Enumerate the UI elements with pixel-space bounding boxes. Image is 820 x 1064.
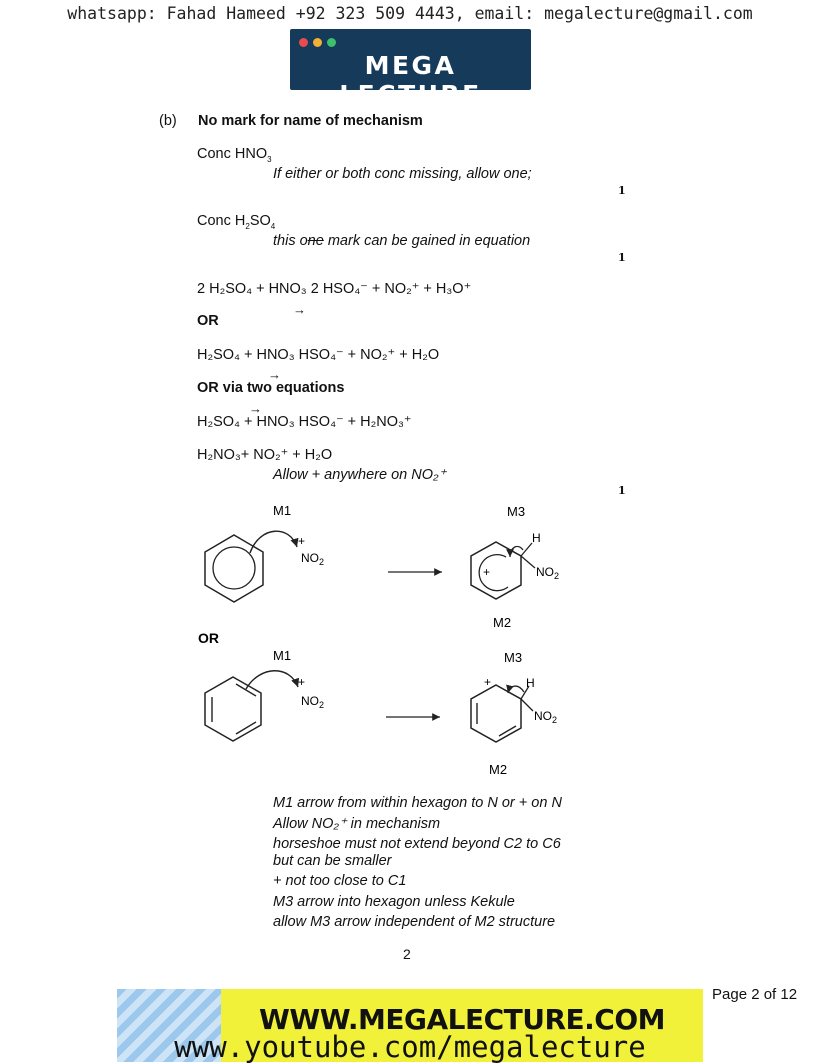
or-diagram-label: OR (198, 630, 219, 646)
arrow-3: → (249, 401, 262, 416)
mechanism-diagram (180, 495, 600, 785)
or-two-equations: OR via two equations (197, 380, 345, 396)
section-heading: No mark for name of mechanism (198, 113, 423, 129)
conc-hno3-sub: 3 (267, 154, 272, 164)
equation-1: 2 H₂SO₄ + HNO₃ 2 HSO₄⁻ + NO₂⁺ + H₃O⁺ (197, 281, 472, 297)
page-indicator: Page 2 of 12 (712, 986, 798, 1003)
c-no2-bond-top (521, 556, 535, 568)
plus-intermediate-bottom: + (484, 675, 492, 689)
note-line: M3 arrow into hexagon unless Kekule (273, 894, 515, 910)
note-line: allow M3 arrow independent of M2 structure (273, 914, 556, 930)
footer-site-url[interactable]: WWW.MEGALECTURE.COM (258, 1003, 666, 1036)
h-bottom: H (526, 676, 535, 690)
note-line: M1 arrow from within hexagon to N or + on N (273, 795, 562, 811)
conc-h2so4-pre: Conc H (197, 213, 246, 229)
note2-post: mark can be gained in equation (323, 233, 531, 249)
equation-4: H₂NO₃+ NO₂⁺ + H₂O (197, 447, 333, 463)
m1-top-label: M1 (273, 503, 292, 518)
m1-curly-arrow-bottom (246, 671, 298, 689)
intermediate-double-2 (499, 726, 516, 736)
no2-intermediate-bottom: $NO_2$ (534, 709, 558, 725)
mark-2: 1 (618, 251, 626, 264)
m3-curly-arrow-bottom (508, 686, 524, 693)
m2-bottom-label: M2 (489, 762, 508, 777)
mark-3: 1 (618, 484, 626, 497)
header-contact: whatsapp: Fahad Hameed +92 323 509 4443, email: megalecture@gmail.com (67, 4, 753, 23)
equation-3: H₂SO₄ + HNO₃ HSO₄⁻ + H₂NO₃⁺ (197, 414, 412, 430)
m3-bottom-label: M3 (504, 650, 523, 665)
conc-h2so4-sub1: 2 (245, 221, 250, 231)
note-conc-missing: If either or both conc missing, allow one; (273, 166, 532, 182)
kekule-double-3 (236, 684, 256, 696)
or-1: OR (197, 313, 219, 329)
no2-intermediate-top: $NO_2$ (536, 565, 560, 581)
note-line: but can be smaller (273, 853, 392, 869)
logo-dot-green (327, 38, 336, 47)
arrow-2: → (268, 367, 281, 382)
page-center-number: 2 (403, 946, 411, 962)
logo-dot-yellow (313, 38, 322, 47)
footer-youtube-url[interactable]: www.youtube.com/megalecture (174, 1030, 646, 1064)
conc-hno3 (197, 146, 272, 164)
kekule-ring (205, 677, 261, 741)
note-allow-plus: Allow + anywhere on NO₂⁺ (273, 467, 447, 483)
mark-1: 1 (618, 184, 626, 197)
note-line: horseshoe must not extend beyond C2 to C6 (273, 836, 561, 852)
plus-top: + (298, 534, 306, 548)
logo-dot-red (299, 38, 308, 47)
m1-bottom-label: M1 (273, 648, 292, 663)
note-equation-mark (273, 233, 530, 249)
note2-pre: this o (273, 233, 308, 249)
intermediate-ring-bottom (471, 685, 521, 742)
conc-hno3-text: Conc HNO (197, 146, 268, 162)
benzene-inner-circle (213, 547, 255, 589)
equation-2: H₂SO₄ + HNO₃ HSO₄⁻ + NO₂⁺ + H₂O (197, 347, 440, 363)
part-label: (b) (159, 113, 177, 129)
m2-top-label: M2 (493, 615, 512, 630)
no2-top: $NO_2$ (301, 551, 325, 567)
kekule-double-2 (236, 722, 256, 734)
conc-h2so4-mid: SO (249, 213, 271, 229)
conc-h2so4-sub2: 4 (270, 221, 276, 231)
no2-bottom: $NO_2$ (301, 694, 325, 710)
note2-strike: ne (307, 233, 324, 249)
plus-intermediate-top: + (483, 565, 491, 579)
conc-h2so4 (197, 213, 275, 231)
c-no2-bond-bottom (521, 699, 533, 711)
mega-lecture-logo (290, 29, 531, 109)
note-line: + not too close to C1 (273, 873, 407, 889)
arrow-1: → (293, 302, 306, 317)
m3-top-label: M3 (507, 504, 526, 519)
m1-curly-arrow-top (250, 531, 297, 553)
logo-text: MEGA LECTURE (339, 51, 482, 109)
note-line: Allow NO₂⁺ in mechanism (273, 816, 441, 832)
plus-bottom: + (298, 675, 306, 689)
h-top: H (532, 531, 541, 545)
